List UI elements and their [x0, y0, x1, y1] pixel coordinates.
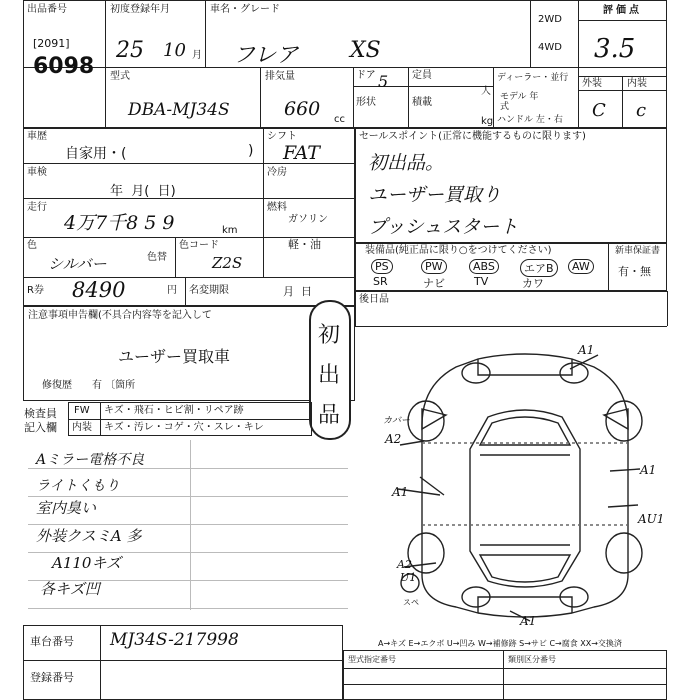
interior-label: 内装	[627, 78, 647, 89]
note-1: Aミラー電格不良	[36, 452, 145, 468]
seats-unit: 人	[481, 86, 491, 97]
declaration-value: ユーザー買取車	[118, 347, 231, 366]
note-6: 各キズ凹	[40, 580, 100, 598]
mark-top-a1: A1	[578, 343, 595, 357]
damage-legend: A→キズ E→エクボ U→凹み W→補修跡 S→サビ C→腐食 XX→交換済	[378, 639, 622, 648]
type-label: 型式	[110, 71, 130, 82]
color-code-label: 色コード	[179, 240, 219, 251]
interior-grade: c	[636, 100, 647, 121]
equip-leather: カワ	[522, 277, 544, 290]
lot-sub: [2091]	[33, 37, 70, 50]
drive-4wd: 4WD	[538, 42, 562, 53]
mark-left-a2: A2	[385, 432, 402, 446]
shift-value: FAT	[283, 142, 320, 164]
equip-ps: PS	[371, 259, 393, 274]
inspection-label: 車検	[27, 167, 47, 178]
fuel-gasoline: ガソリン	[288, 214, 328, 225]
equipment-row-1	[365, 259, 605, 273]
score-value: 3.5	[594, 34, 636, 64]
equip-navi: ナビ	[423, 277, 445, 290]
capacity-label: 積載	[412, 97, 432, 108]
chassis-label: 車台番号	[30, 635, 74, 648]
lot-label: 出品番号	[27, 4, 67, 15]
selling-line-1: 初出品。	[368, 152, 445, 174]
mark-rear-u1: U1	[400, 571, 417, 584]
mark-right-a1: A1	[640, 463, 657, 477]
note-4: 外装クスミA 多	[36, 527, 142, 545]
inspection-text: 年 月( 日)	[110, 184, 176, 199]
shape-label: 形状	[356, 97, 376, 108]
reg-month: 10	[163, 40, 186, 61]
aircon-label: 冷房	[267, 167, 287, 178]
row-in-text: キズ・汚レ・コゲ・穴・スレ・キレ	[104, 422, 264, 433]
shift-label: シフト	[267, 131, 297, 142]
row-fw-label: FW	[74, 405, 90, 416]
mileage-unit: km	[222, 225, 238, 236]
handle-label: ハンドル 左・右	[497, 115, 563, 125]
mark-bottom-a1: A1	[520, 614, 537, 628]
type-designation-label: 型式指定番号	[348, 655, 396, 664]
fuel-label: 燃料	[267, 202, 287, 213]
header-frame	[23, 0, 667, 128]
history-label: 車歴	[27, 131, 47, 142]
note-5: A110キズ	[52, 554, 122, 572]
reg-label: 初度登録年月	[110, 4, 170, 15]
displacement-value: 660	[284, 98, 321, 120]
color-change-label: 色替	[147, 252, 167, 263]
name-change-label: 名変期限	[189, 285, 229, 296]
usage-value: 自家用・(	[65, 146, 127, 162]
equip-tv: TV	[474, 275, 489, 288]
displacement-unit: cc	[334, 114, 345, 125]
equip-aw: AW	[568, 259, 594, 274]
repair-label: 修復歴	[42, 380, 72, 391]
tax-unit: 円	[167, 285, 177, 296]
color-value: シルバー	[48, 255, 107, 273]
dealer-label: ディーラー・並行	[497, 73, 569, 83]
note-2: ライトくもり	[36, 478, 120, 494]
fuel-diesel: 軽・油	[288, 238, 321, 251]
mileage-label: 走行	[27, 202, 47, 213]
mark-cover: カバー	[383, 416, 411, 426]
equipment-row-2	[365, 275, 605, 289]
mark-right-au1: AU1	[638, 512, 665, 526]
mark-left-a1: A1	[392, 485, 409, 499]
later-docs-label: 後日品	[359, 294, 389, 305]
drive-2wd: 2WD	[538, 14, 562, 25]
chassis-value: MJ34S-217998	[110, 630, 239, 650]
first-listing-stamp-text: 初出品	[318, 323, 341, 428]
mark-rear-a2: A2	[397, 558, 412, 571]
equip-airbag: エアB	[520, 259, 558, 277]
tax-label: R券	[27, 285, 44, 296]
lot-number: 6098	[33, 54, 95, 79]
color-code-value: Z2S	[212, 254, 243, 272]
tax-value: 8490	[72, 278, 126, 302]
row-in-label: 内装	[72, 422, 92, 433]
selling-line-3: プッシュスタート	[368, 216, 519, 238]
selling-line-2: ユーザー買取り	[368, 184, 502, 206]
capacity-unit: kg	[481, 116, 494, 127]
mileage-value: 4万7千8 5 9	[64, 212, 175, 234]
reg-number-label: 登録番号	[30, 671, 74, 684]
row-fw-text: キズ・飛石・ヒビ割・リペア跡	[104, 405, 244, 416]
car-name: フレア	[233, 43, 299, 68]
type-value: DBA-MJ34S	[128, 100, 230, 120]
exterior-label: 外装	[582, 78, 602, 89]
reg-month-unit: 月	[192, 50, 202, 61]
repair-value: 有 〔箇所	[92, 380, 136, 391]
car-damage-diagram	[380, 345, 670, 630]
score-label: 評価点	[603, 5, 642, 16]
warranty-label: 新車保証書	[615, 246, 661, 256]
displacement-label: 排気量	[265, 71, 295, 82]
grade: XS	[350, 38, 381, 63]
usage-close: )	[248, 143, 254, 159]
note-3: 室内臭い	[36, 499, 97, 517]
doors-value: 5	[378, 72, 389, 91]
equip-sr: SR	[373, 275, 388, 288]
equip-abs: ABS	[469, 259, 499, 274]
warranty-value: 有・無	[618, 265, 651, 278]
reg-year: 25	[116, 38, 144, 63]
name-change-text: 月 日	[283, 285, 312, 298]
inspector-label: 検査員 記入欄	[24, 407, 57, 434]
seats-label: 定員	[412, 70, 432, 81]
mark-spare: スペ	[403, 598, 419, 607]
equip-pw: PW	[421, 259, 447, 274]
declaration-label: 注意事項申告欄(不具合内容等を記入して	[28, 310, 212, 321]
exterior-grade: C	[592, 100, 606, 121]
model-year-label: モデル 年式	[500, 92, 539, 112]
color-label: 色	[27, 240, 37, 251]
doors-label: ドア	[356, 70, 376, 81]
category-label: 類別区分番号	[508, 655, 556, 664]
name-label: 車名・グレード	[210, 4, 280, 15]
selling-points-label: セールスポイント(正常に機能するものに限ります)	[359, 131, 586, 142]
equipment-label: 装備品(純正品に限り○をつけてください)	[365, 245, 552, 256]
